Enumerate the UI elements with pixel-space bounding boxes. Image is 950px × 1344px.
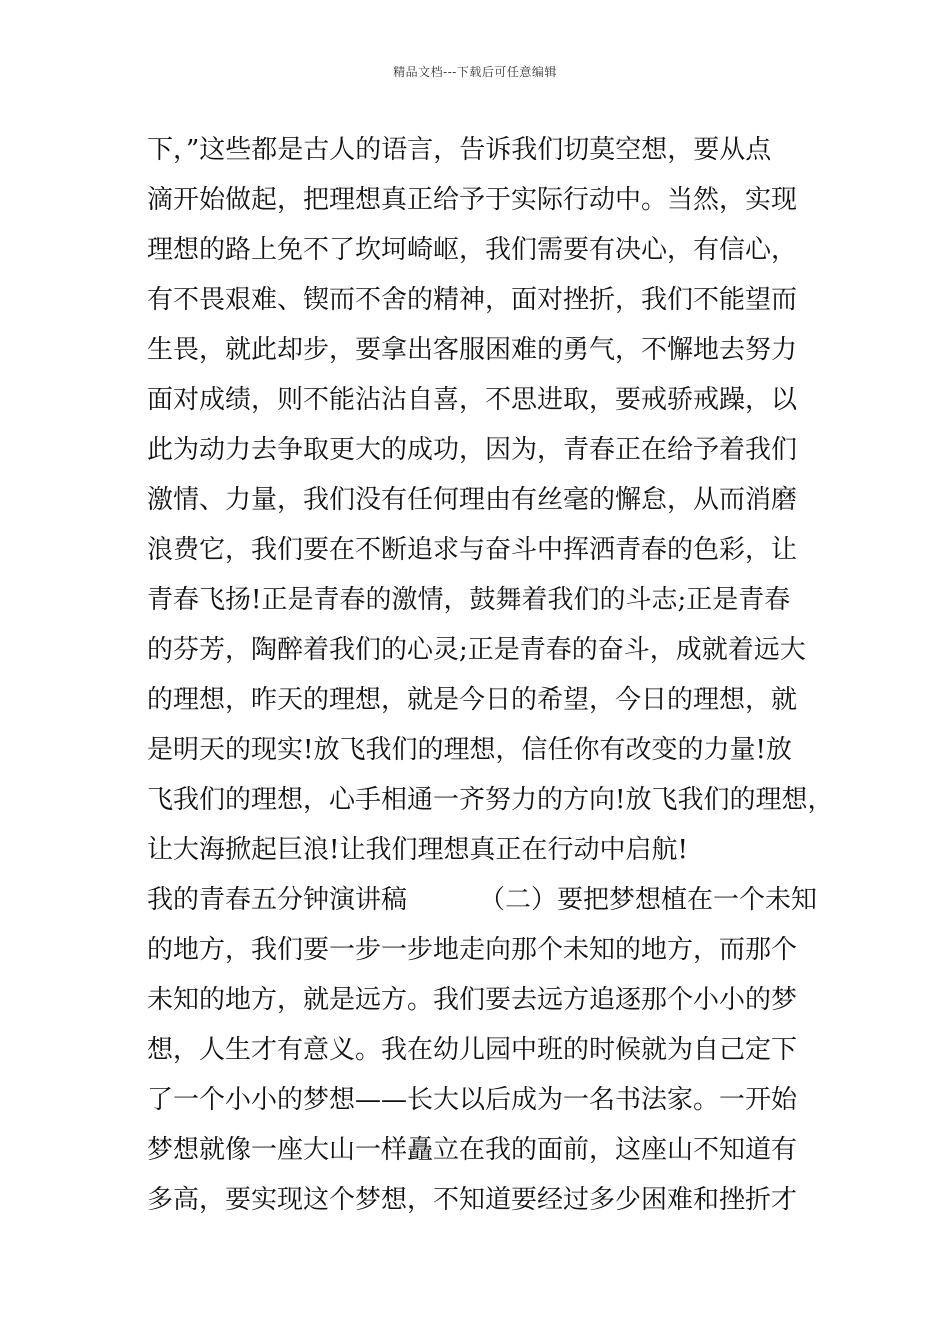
text-line: 激情、力量，我们没有任何理由有丝毫的懈怠，从而消磨 <box>147 485 798 515</box>
text-line: 让大海掀起巨浪!让我们理想真正在行动中启航! <box>147 835 688 865</box>
page-header: 精品文档---下载后可任意编辑 <box>393 65 557 79</box>
text-line: 飞我们的理想，心手相通一齐努力的方向!放飞我们的理想， <box>147 785 834 815</box>
text-line: 此为动力去争取更大的成功，因为，青春正在给予着我们 <box>147 435 798 465</box>
text-line: 多高，要实现这个梦想，不知道要经过多少困难和挫折才 <box>147 1185 798 1215</box>
text-line: 下，”这些都是古人的语言，告诉我们切莫空想，要从点 <box>147 135 772 165</box>
text-line: 面对成绩，则不能沾沾自喜，不思进取，要戒骄戒躁，以 <box>147 385 798 415</box>
text-line: 青春飞扬!正是青春的激情，鼓舞着我们的斗志;正是青春 <box>147 585 791 615</box>
text-line: 滴开始做起，把理想真正给予于实际行动中。当然，实现 <box>147 185 798 215</box>
text-line: 有不畏艰难、锲而不舍的精神，面对挫折，我们不能望而 <box>147 285 798 315</box>
document-body <box>147 125 834 1225</box>
text-line: 了一个小小的梦想——长大以后成为一名书法家。一开始 <box>147 1085 798 1115</box>
text-line: 梦想就像一座大山一样矗立在我的面前，这座山不知道有 <box>147 1135 798 1165</box>
text-line: 的理想，昨天的理想，就是今日的希望，今日的理想，就 <box>147 685 798 715</box>
section-title: 我的青春五分钟演讲稿 <box>147 885 408 915</box>
text-line: 的地方，我们要一步一步地走向那个未知的地方，而那个 <box>147 935 798 965</box>
text-line: 理想的路上免不了坎坷崎岖，我们需要有决心，有信心， <box>147 235 798 265</box>
section-heading-line <box>147 875 827 925</box>
text-line: 是明天的现实!放飞我们的理想，信任你有改变的力量!放 <box>147 735 792 765</box>
text-line: 生畏，就此却步，要拿出客服困难的勇气，不懈地去努力 <box>147 335 798 365</box>
text-line: 未知的地方，就是远方。我们要去远方追逐那个小小的梦 <box>147 985 798 1015</box>
text-line: 浪费它，我们要在不断追求与奋斗中挥洒青春的色彩，让 <box>147 535 798 565</box>
section-first-line-text: （二）要把梦想植在一个未知 <box>479 885 818 915</box>
text-line: 的芬芳，陶醉着我们的心灵;正是青春的奋斗，成就着远大 <box>147 635 806 665</box>
text-line: 想，人生才有意义。我在幼儿园中班的时候就为自己定下 <box>147 1035 798 1065</box>
